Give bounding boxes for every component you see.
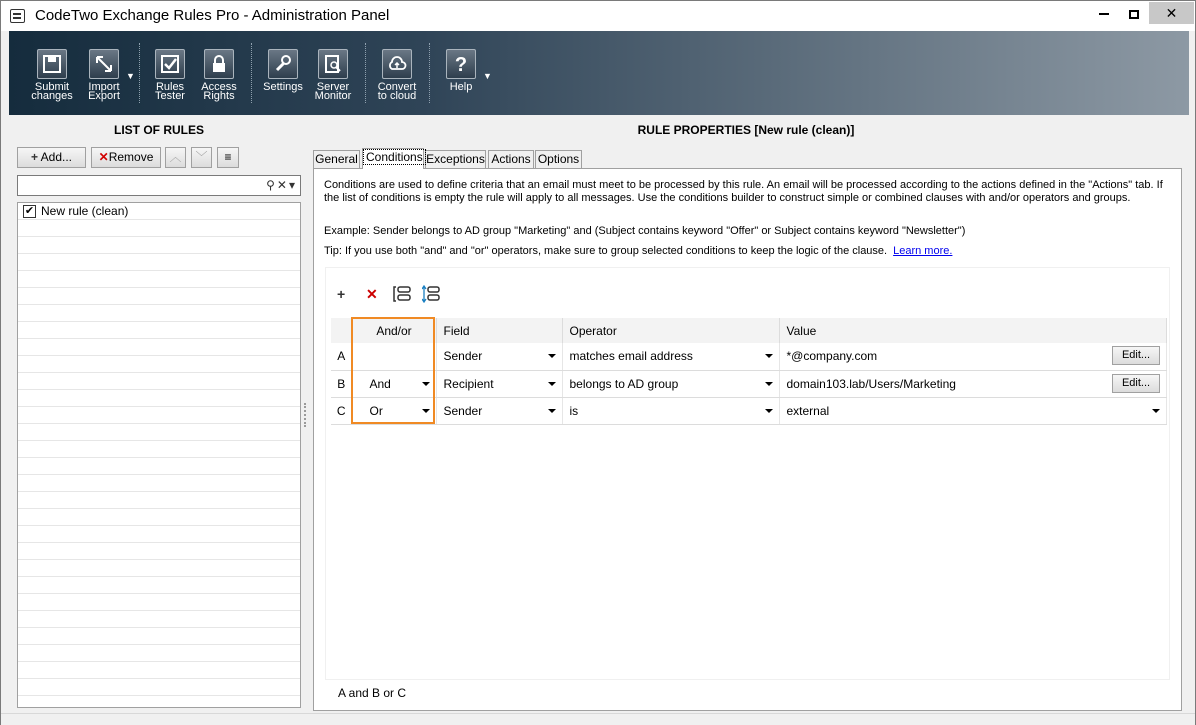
empty-list-row [18,305,300,322]
empty-list-row [18,662,300,679]
empty-list-row [18,322,300,339]
andor-column-header: And/or [352,318,436,343]
help-button[interactable] [439,46,483,110]
cloud-icon [382,49,412,79]
search-controls [266,178,297,192]
rule-enabled-checkbox[interactable]: ✔ [24,205,35,217]
convert-to-cloud-button[interactable] [375,46,419,110]
close-icon: ✕ [1165,5,1178,21]
empty-list-row [18,492,300,509]
window-title: CodeTwo Exchange Rules Pro - Administration Panel [35,7,390,24]
title-bar [1,1,1195,31]
menu-icon: ≡ [224,150,232,164]
tab-actions-label: Actions [491,152,531,166]
rules-tester-icon [155,49,185,79]
add-rule-button[interactable] [17,147,86,168]
rules-list [17,202,301,708]
empty-list-row [18,254,300,271]
delete-condition-icon[interactable]: ✕ [366,286,378,302]
empty-list-row [18,560,300,577]
empty-list-row [18,458,300,475]
toolbar-separator [365,43,366,103]
andor-value: Or [369,403,383,418]
conditions-tip [324,245,952,257]
server-monitor-button[interactable] [311,46,355,110]
andor-value: And [369,376,391,391]
panel-splitter[interactable] [304,403,307,427]
table-row[interactable] [331,397,1167,424]
conditions-description: Conditions are used to define criteria that an email must meet to be processed by this rule. An email will be processed according to the actions defined in the "Actions" tab. If the list of conditions is empty the rule will apply to all messages. Use the conditions builder to construct simple or combined clauses with and/or operators and groups. [324,179,1163,204]
list-of-rules-title: LIST OF RULES [114,123,204,137]
add-condition-icon[interactable]: + [337,286,346,302]
row-id: B [331,370,352,397]
table-row[interactable] [331,370,1167,397]
empty-list-row [18,543,300,560]
toolbar-separator [139,43,140,103]
condition-value: external [786,403,830,418]
row-id-header [331,318,352,343]
close-button[interactable] [1149,2,1194,24]
edit-value-button[interactable]: Edit... [1112,346,1160,365]
tab-options-label: Options [537,152,580,166]
empty-list-row [18,594,300,611]
dropdown-arrow-icon [765,354,773,358]
empty-list-row [18,237,300,254]
empty-list-row [18,611,300,628]
chevron-up-icon: ︿ [169,150,182,164]
operator-value: belongs to AD group [569,376,679,391]
empty-list-row [18,577,300,594]
learn-more-link[interactable]: Learn more. [893,245,953,257]
status-bar [1,713,1195,725]
conditions-builder [325,267,1170,680]
submit-changes-label: Submit changes [31,81,73,102]
operator-select[interactable] [562,370,779,397]
andor-select[interactable] [352,370,436,397]
tab-exceptions-label: Exceptions [426,152,485,166]
tip-text: Tip: If you use both "and" and "or" operators, make sure to group selected conditions to keep the logic of the clause. [324,245,888,257]
dropdown-arrow-icon [548,382,556,386]
maximize-button[interactable] [1119,2,1149,24]
ribbon-toolbar [9,31,1189,115]
rules-tester-label: Rules Tester [155,81,185,102]
access-rights-button[interactable] [197,46,241,110]
operator-select[interactable] [562,397,779,424]
tab-conditions[interactable] [362,148,424,169]
empty-list-row [18,628,300,645]
access-rights-label: Access Rights [201,81,237,102]
value-cell[interactable] [779,343,1167,370]
operator-column-header: Operator [562,318,779,343]
settings-button[interactable] [261,46,305,110]
dropdown-arrow-icon [422,382,430,386]
dropdown-arrow-icon [1152,409,1160,413]
chevron-down-icon: ﹀ [195,150,208,164]
question-icon [446,49,476,79]
rules-search-input[interactable] [17,175,301,196]
operator-value: is [569,403,579,418]
tab-general-label: General [315,152,358,166]
row-id: A [331,343,352,370]
move-down-button[interactable] [191,147,212,168]
field-select[interactable] [436,343,562,370]
clear-search-icon[interactable]: ✕ [276,178,289,192]
help-dropdown-icon[interactable]: ▼ [483,71,492,81]
empty-list-row [18,220,300,237]
save-icon [37,49,67,79]
value-select[interactable] [779,397,1167,424]
empty-list-row [18,441,300,458]
field-select[interactable] [436,370,562,397]
remove-rule-label: Remove [108,150,154,164]
server-monitor-icon [318,49,348,79]
group-conditions-icon[interactable] [393,285,411,306]
minimize-button[interactable] [1089,2,1119,24]
list-menu-button[interactable] [217,147,239,168]
wrench-icon [268,49,298,79]
ungroup-conditions-icon[interactable] [422,285,440,306]
dropdown-arrow-icon [548,409,556,413]
submit-changes-button[interactable] [30,46,74,110]
empty-list-row [18,679,300,696]
settings-label: Settings [263,81,303,93]
field-select[interactable] [436,397,562,424]
tab-general[interactable] [313,150,360,168]
empty-list-row [18,271,300,288]
value-cell[interactable] [779,370,1167,397]
dropdown-arrow-icon [548,354,556,358]
empty-list-row [18,424,300,441]
andor-cell [352,343,436,370]
operator-value: matches email address [569,349,693,364]
empty-list-row [18,509,300,526]
conditions-example: Example: Sender belongs to AD group "Marketing" and (Subject contains keyword "Offer" or Subject contains keyword "Newsletter") [324,225,966,237]
import-export-icon [89,49,119,79]
edit-value-button[interactable]: Edit... [1112,374,1160,393]
field-value: Sender [443,349,483,364]
field-value: Recipient [443,376,494,391]
andor-select[interactable] [352,397,436,424]
remove-icon: ✕ [98,150,109,164]
tab-exceptions[interactable] [425,150,486,168]
empty-list-row [18,526,300,543]
empty-list-row [18,339,300,356]
condition-value: domain103.lab/Users/Marketing [786,376,956,391]
move-up-button[interactable] [165,147,186,168]
search-dropdown-icon[interactable]: ▾ [288,178,297,192]
import-export-dropdown-icon[interactable]: ▼ [126,71,135,81]
plus-icon: + [30,150,38,164]
empty-list-row [18,407,300,424]
operator-select[interactable] [562,343,779,370]
list-item[interactable] [18,203,300,220]
field-column-header: Field [436,318,562,343]
field-value: Sender [443,403,483,418]
dropdown-arrow-icon [765,409,773,413]
empty-list-row [18,645,300,662]
conditions-panel [313,168,1182,711]
toolbar-separator [429,43,430,103]
dropdown-arrow-icon [765,382,773,386]
search-icon[interactable]: ⚲ [266,178,277,192]
convert-to-cloud-label: Convert to cloud [377,81,417,102]
app-icon [10,9,25,23]
import-export-button[interactable] [82,46,126,110]
toolbar-separator [251,43,252,103]
table-row[interactable] [331,343,1167,370]
add-rule-label: Add... [40,150,73,164]
lock-icon [204,49,234,79]
rule-name: New rule (clean) [41,204,129,218]
import-export-label: Import Export [88,81,120,102]
empty-list-row [18,390,300,407]
conditions-table [331,318,1167,425]
server-monitor-label: Server Monitor [314,81,352,102]
tab-conditions-label: Conditions [363,149,426,165]
rules-tester-button[interactable] [148,46,192,110]
value-column-header: Value [779,318,1167,343]
row-id: C [331,397,352,424]
empty-list-row [18,475,300,492]
empty-list-row [18,373,300,390]
tab-options[interactable] [535,150,582,168]
empty-list-row [18,356,300,373]
maximize-icon [1129,10,1139,19]
svg-text:?: ? [454,54,468,74]
condition-value: *@company.com [786,349,878,364]
rule-properties-title: RULE PROPERTIES [New rule (clean)] [637,123,855,137]
minimize-icon [1099,13,1109,15]
table-header-row [331,318,1167,343]
empty-list-row [18,288,300,305]
logical-expression: A and B or C [338,686,407,700]
help-label: Help [449,81,473,93]
remove-rule-button[interactable] [91,147,161,168]
tab-actions[interactable] [488,150,534,168]
dropdown-arrow-icon [422,409,430,413]
